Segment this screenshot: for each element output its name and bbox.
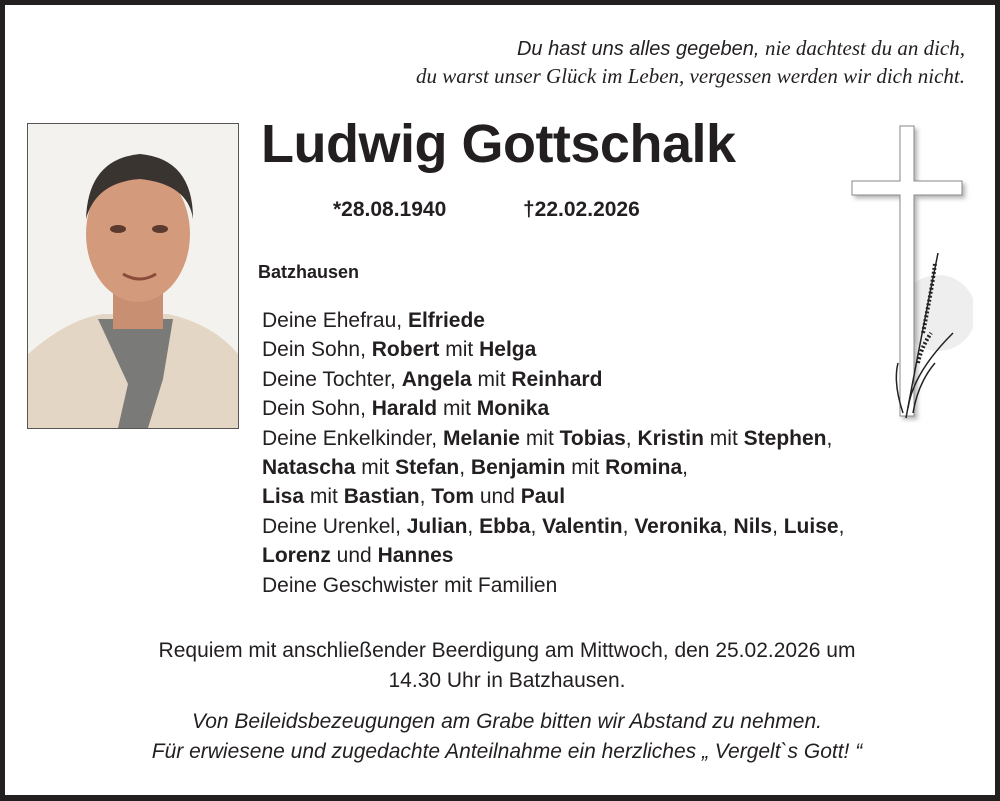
family-text: , xyxy=(467,514,480,538)
family-line xyxy=(262,512,844,541)
family-text: mit xyxy=(471,367,512,391)
family-text: , xyxy=(625,426,638,450)
service-line1: Requiem mit anschließender Beerdigung am Mittwoch, den 25.02.2026 um xyxy=(158,639,856,662)
family-text: , xyxy=(682,456,688,480)
family-text: und xyxy=(474,485,521,509)
family-text: mit xyxy=(565,456,606,480)
family-text: mit xyxy=(304,485,344,509)
family-member-name: Monika xyxy=(476,397,550,421)
family-text: , xyxy=(772,514,784,538)
family-member-name: Lisa xyxy=(262,485,305,509)
family-member-name: Natascha xyxy=(262,456,356,480)
family-member-name: Lorenz xyxy=(262,544,331,568)
death-date: †22.02.2026 xyxy=(523,198,640,221)
family-line xyxy=(262,424,844,453)
family-member-name: Melanie xyxy=(442,426,520,450)
closing-line2: Für erwiesene und zugedachte Anteilnahme ein herzliches „ Vergelt`s Gott! “ xyxy=(151,740,863,763)
family-text: , xyxy=(530,514,543,538)
family-line xyxy=(262,394,844,423)
family-text: mit xyxy=(437,397,477,421)
family-text: mit xyxy=(703,426,744,450)
service-line2: 14.30 Uhr in Batzhausen. xyxy=(388,669,626,692)
family-member-name: Elfriede xyxy=(407,309,485,332)
family-text: Deine Geschwister mit Familien xyxy=(262,573,558,597)
family-text: , xyxy=(622,514,635,538)
quote-line1-part1: Du hast uns alles gegeben, xyxy=(516,38,760,60)
family-text: , xyxy=(459,456,471,480)
family-member-name: Harald xyxy=(371,397,438,421)
family-member-name: Bastian xyxy=(343,485,420,509)
family-member-name: Angela xyxy=(401,367,472,391)
family-text: mit xyxy=(439,338,480,362)
family-member-name: Tom xyxy=(431,485,475,509)
family-member-name: Romina xyxy=(605,456,683,480)
family-text: Deine Ehefrau, xyxy=(262,309,408,332)
family-text: , xyxy=(419,485,432,509)
service-info xyxy=(5,636,1000,696)
family-member-name: Hannes xyxy=(377,544,454,568)
family-text: , xyxy=(838,514,845,538)
family-member-name: Stephen xyxy=(743,426,827,450)
family-text: Dein Sohn, xyxy=(262,338,372,362)
closing-remarks xyxy=(5,707,1000,767)
family-line xyxy=(262,541,844,570)
family-text: , xyxy=(721,514,734,538)
family-member-name: Helga xyxy=(479,338,537,362)
family-text: Deine Tochter, xyxy=(262,367,402,391)
family-line xyxy=(262,365,844,394)
memorial-quote xyxy=(416,35,965,90)
family-text: Deine Urenkel, xyxy=(262,514,407,538)
quote-line2: du warst unser Glück im Leben, vergessen werden wir dich nicht. xyxy=(415,64,965,88)
family-member-name: Julian xyxy=(406,514,468,538)
family-line xyxy=(262,306,844,335)
family-member-name: Nils xyxy=(733,514,773,538)
family-member-name: Benjamin xyxy=(470,456,566,480)
quote-line1-part2: nie dachtest du an dich, xyxy=(764,36,965,60)
family-member-name: Stefan xyxy=(395,456,460,480)
family-line xyxy=(262,453,844,482)
deceased-name: Ludwig Gottschalk xyxy=(261,114,736,174)
family-member-name: Kristin xyxy=(637,426,704,450)
family-text: mit xyxy=(355,456,396,480)
cross-wheat-icon xyxy=(843,123,973,423)
family-member-name: Ebba xyxy=(479,514,531,538)
family-text: , xyxy=(826,426,833,450)
family-member-name: Tobias xyxy=(559,426,626,450)
family-line xyxy=(262,482,844,511)
family-text: Dein Sohn, xyxy=(262,397,372,421)
family-text: Deine Enkelkinder, xyxy=(262,426,443,450)
obituary-notice xyxy=(5,5,995,795)
family-member-name: Reinhard xyxy=(511,367,603,391)
closing-line1: Von Beileidsbezeugungen am Grabe bitten wir Abstand zu nehmen. xyxy=(191,710,822,733)
family-list xyxy=(262,306,844,600)
birth-date: *28.08.1940 xyxy=(333,198,447,221)
family-text: und xyxy=(330,544,378,568)
family-member-name: Paul xyxy=(520,485,566,509)
family-member-name: Veronika xyxy=(634,514,722,538)
family-member-name: Valentin xyxy=(542,514,623,538)
family-line xyxy=(262,335,844,364)
hometown: Batzhausen xyxy=(258,262,360,282)
family-member-name: Luise xyxy=(783,514,839,538)
family-text: mit xyxy=(519,426,560,450)
family-line xyxy=(262,571,844,600)
portrait-photo xyxy=(27,123,239,429)
family-member-name: Robert xyxy=(371,338,440,362)
